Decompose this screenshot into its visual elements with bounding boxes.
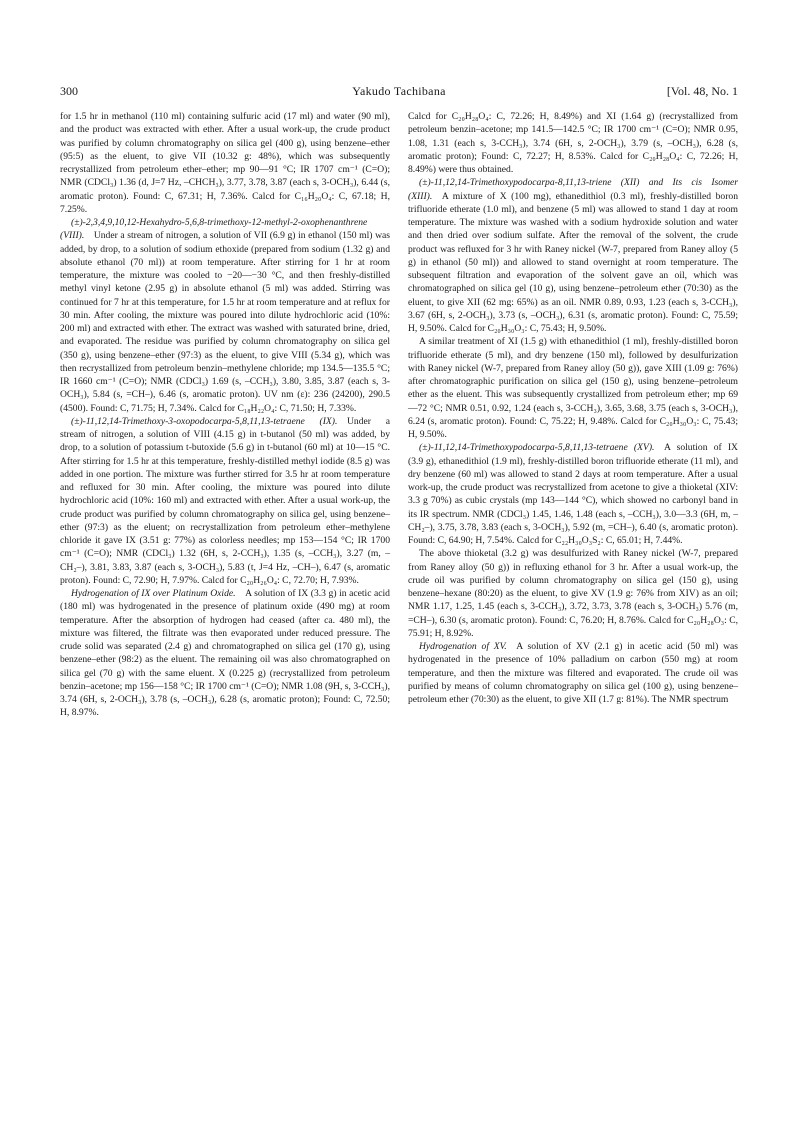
- section-heading: (±)-2,3,4,9,10,12-Hexahydro-5,6,8-trimethoxy-12-methyl-2-oxophenanthrene (VIII).: [60, 217, 368, 242]
- section-heading: Hydrogenation of IX over Platinum Oxide.: [71, 588, 236, 599]
- paragraph: [60, 415, 390, 587]
- paragraph-text: A solution of IX (3.9 g), ethanedithiol (1.9 ml), freshly-distilled boron trifluoride etherate (11 ml), and dry benzene (60 ml) was allowed to stand 2 days at room temperature. After a usual work-up, the crude product was recrystallized from acetone to give a thioketal (XIV: 3.3 g 70%) as cubic crystals (mp 143—144 °C), which showed no carbonyl band in its IR spectrum. NMR (CDCl₃) 1.45, 1.46, 1.48 (each s, –CCH₃), 3.0—3.3 (6H, m, –CH₂–), 3.75, 3.78, 3.83 (each s, 3-OCH₃), 5.92 (m, =CH–), 6.40 (s, aromatic proton). Found: C, 64.90; H, 7.54%. Calcd for C₂₂H₃₀O₃S₂: C, 65.01; H, 7.44%.: [408, 442, 738, 546]
- paragraph-text: A similar treatment of XI (1.5 g) with ethanedithiol (1 ml), freshly-distilled boron trifluoride etherate (5 ml), and dry benzene (150 ml), followed by desulfurization with Raney nickel (W-7, prepared from Raney alloy (50 g)), gave XIII (1.09 g: 76%) after chromatographic purification on silica gel (150 g), using benzene–petroleum ether as the eluent. This was subsequently crystallized from petroleum ether; mp 69—72 °C; NMR 0.51, 0.92, 1.24 (each s, 3-CCH₃), 3.65, 3.68, 3.75 (each s, 3-OCH₃), 6.24 (s, aromatic proton). Found: C, 75.22; H, 9.48%. Calcd for C₂₀H₃₀O₃: C, 75.43; H, 9.50%.: [408, 336, 738, 440]
- paragraph-text: for 1.5 hr in methanol (110 ml) containing sulfuric acid (17 ml) and water (90 ml), and the product was extracted with ether. After a usual work-up, the crude product was purified by column chromatography on silica gel (400 g), using benzene–ether (95:5) as the eluent, to give VII (10.32 g: 48%), which was subsequently recrystallized from petroleum ether–ether; mp 90—91 °C; IR 1707 cm⁻¹ (C=O); NMR (CDCl₃) 1.36 (d, J=7 Hz, –CHCH₃), 3.77, 3.78, 3.87 (each s, 3-OCH₃), 6.44 (s, aromatic proton). Found: C, 67.31; H, 7.36%. Calcd for C₁₆H₂₀O₄: C, 67.18; H, 7.25%.: [60, 111, 390, 215]
- volume-info: [Vol. 48, No. 1: [666, 84, 738, 98]
- paragraph-text: Under a stream of nitrogen, a solution of VIII (4.15 g) in t-butanol (50 ml) was added, by drop, to a solution of potassium t-butoxide (5.6 g) in t-butanol (60 ml) at 10—15 °C. After stirring for 1.5 hr at this temperature, freshly-distilled methyl iodide (8.5 g) was added in one portion. The mixture was further stirred for 3.5 hr at room temperature and refluxed for 30 min. After cooling, the mixture was poured into dilute hydrochloric acid (10%: 160 ml) and extracted with ether. After a usual work-up, the crude product was purified by column chromatography on silica gel, using benzene–ether (97:3) as the eluent; on recrystallization from petroleum ether–methylene chloride it gave IX (3.51 g: 77%) as colorless needles; mp 153—154 °C; IR 1700 cm⁻¹ (C=O); NMR (CDCl₃) 1.32 (6H, s, 2-CCH₃), 1.35 (s, –CCH₃), 3.27 (m, –CH₂–), 3.81, 3.83, 3.87 (each s, 3-OCH₃), 5.83 (t, J=4 Hz, –CH–), 6.47 (s, aromatic proton). Found: C, 72.90; H, 7.97%. Calcd for C₂₀H₂₆O₄: C, 72.70; H, 7.93%.: [60, 415, 390, 586]
- left-column: [60, 110, 390, 720]
- section-heading: (±)-11,12,14-Trimethoxy-3-oxopodocarpa-5,8,11,13-tetraene (IX).: [71, 415, 338, 427]
- running-author: Yakudo Tachibana: [352, 84, 446, 98]
- paragraph: [408, 176, 738, 335]
- paragraph: [60, 587, 390, 720]
- paragraph: [60, 110, 390, 216]
- paragraph: [60, 216, 390, 415]
- paragraph: [408, 441, 738, 547]
- paragraph-text: A solution of XV (2.1 g) in acetic acid (50 ml) was hydrogenated in the presence of 10% palladium on carbon (550 mg) at room temperature, and then the mixture was filtered and evaporated. The crude oil was purified by means of column chromatography on silica gel (100 g), using benzene–petroleum ether (70:30) as the eluent, to give XII (1.7 g: 81%). The NMR spectrum: [408, 641, 739, 705]
- paragraph: [408, 640, 738, 706]
- paragraph: [408, 335, 738, 441]
- paragraph-text: A mixture of X (100 mg), ethanedithiol (0.3 ml), freshly-distilled boron trifluoride etherate (1.0 ml), and benzene (5 ml) was allowed to stand 1 day at room temperature. The mixture was washed with a sodium hydroxide solution and water and then dried over sodium sulfate. After the removal of the solvent, the crude product was refluxed for 3 hr with Raney nickel (W-7, prepared from Raney alloy (5 g) in ethanol (50 ml)) and allowed to stand overnight at room temperature. The subsequent filtration and evaporation of the solvent gave an oil, which was chromatographed on silica gel (10 g), using benzene–petroleum ether (70:30) as the eluent, to give XII (62 mg: 65%) as an oil. NMR 0.89, 0.93, 1.23 (each s, 3-CCH₃), 3.67 (6H, s, 2-OCH₃), 3.73 (s, –OCH₃), 6.31 (s, aromatic proton). Found: C, 75.59; H, 9.50%. Calcd for C₂₀H₃₀O₃: C, 75.43; H, 9.50%.: [408, 190, 738, 334]
- right-column: [408, 110, 738, 706]
- section-heading: (±)-11,12,14-Trimethoxypodocarpa-8,11,13-triene (XII) and Its cis Isomer (XIII).: [408, 177, 738, 202]
- section-heading: (±)-11,12,14-Trimethoxypodocarpa-5,8,11,13-tetraene (XV).: [419, 442, 655, 454]
- running-header: [60, 84, 738, 100]
- paragraph-text: Calcd for C₂₀H₂₈O₄: C, 72.26; H, 8.49%) and XI (1.64 g) (recrystallized from petroleum benzin–acetone; mp 141.5—142.5 °C; IR 1700 cm⁻¹ (C=O); NMR 0.95, 1.08, 1.31 (each s, 3-CCH₃), 3.74 (6H, s, 2-OCH₃), 3.79 (s, –OCH₃), 6.28 (s, aromatic proton); Found: C, 72.27; H, 8.53%. Calcd for C₂₀H₂₈O₄: C, 72.26; H, 8.49%) were thus obtained.: [408, 111, 738, 175]
- paragraph: [408, 110, 738, 176]
- paragraph: [408, 547, 738, 640]
- page-number: 300: [60, 84, 78, 98]
- paragraph-text: A solution of IX (3.3 g) in acetic acid (180 ml) was hydrogenated in the presence of platinum oxide (490 mg) at room temperature. After the absorption of hydrogen had ceased (after ca. 480 ml), the mixture was filtered, the filtrate was then evaporated under reduced pressure. The crude solid was separated (2.4 g) and chromatographed on silica gel (170 g), using benzene–ether (98:2) as the eluent. The remaining oil was also chromatographed on silica gel (70 g) with the same eluent. X (0.225 g) (recrystallized from petroleum benzin–acetone; mp 156—158 °C; IR 1700 cm⁻¹ (C=O); NMR 1.08 (9H, s, 3-CCH₃), 3.74 (6H, s, 2-OCH₃), 3.78 (s, –OCH₃), 6.28 (s, aromatic proton); Found: C, 72.50; H, 8.97%.: [60, 588, 390, 719]
- paragraph-text: Under a stream of nitrogen, a solution of VII (6.9 g) in ethanol (150 ml) was added, by drop, to a solution of sodium ethoxide (prepared from sodium (1.32 g) and absolute ethanol (70 ml)) at room temperature. After stirring for 1 hr at room temperature, the mixture was cooled to −20—−30 °C, and then freshly-distilled methyl vinyl ketone (2.95 g) in absolute ethanol (5 ml) was added. Stirring was continued for 7 hr at this temperature, for 1.5 hr at room temperature and at reflux for 30 min. After cooling, the mixture was poured into dilute hydrochloric acid (10%: 200 ml) and extracted with ether. The extract was washed with saturated brine, dried, and evaporated. The residue was purified by column chromatography on silica gel (350 g), using benzene–ether (97:3) as the eluent, to give VIII (5.34 g), which was then recrystallized from petroleum benzin–methylene chloride; mp 134.5—135.5 °C; IR 1660 cm⁻¹ (C=O); NMR (CDCl₃) 1.69 (s, –CCH₃), 3.80, 3.85, 3.87 (each s, 3-OCH₃), 5.84 (s, =CH–), 6.46 (s, aromatic proton). UV nm (ε): 236 (24200), 290.5 (4500). Found: C, 71.75; H, 7.34%. Calcd for C₁₈H₂₂O₄: C, 71.50; H, 7.33%.: [60, 230, 390, 414]
- paragraph-text: The above thioketal (3.2 g) was desulfurized with Raney nickel (W-7, prepared from Raney alloy (50 g)) in refluxing ethanol for 3 hr. After a usual work-up, the crude oil was purified by column chromatography on silica gel (150 g), using benzene–hexane (80:20) as the eluent, to give XV (1.9 g: 76% from XIV) as an oil; NMR 1.17, 1.25, 1.45 (each s, 3-CCH₃), 3.72, 3.73, 3.78 (each s, 3-OCH₃) 5.76 (m, =CH–), 6.30 (s, aromatic proton). Found: C, 76.20; H, 8.76%. Calcd for C₂₀H₂₈O₃: C, 75.91; H, 8.92%.: [408, 548, 738, 639]
- section-heading: Hydrogenation of XV.: [419, 641, 507, 652]
